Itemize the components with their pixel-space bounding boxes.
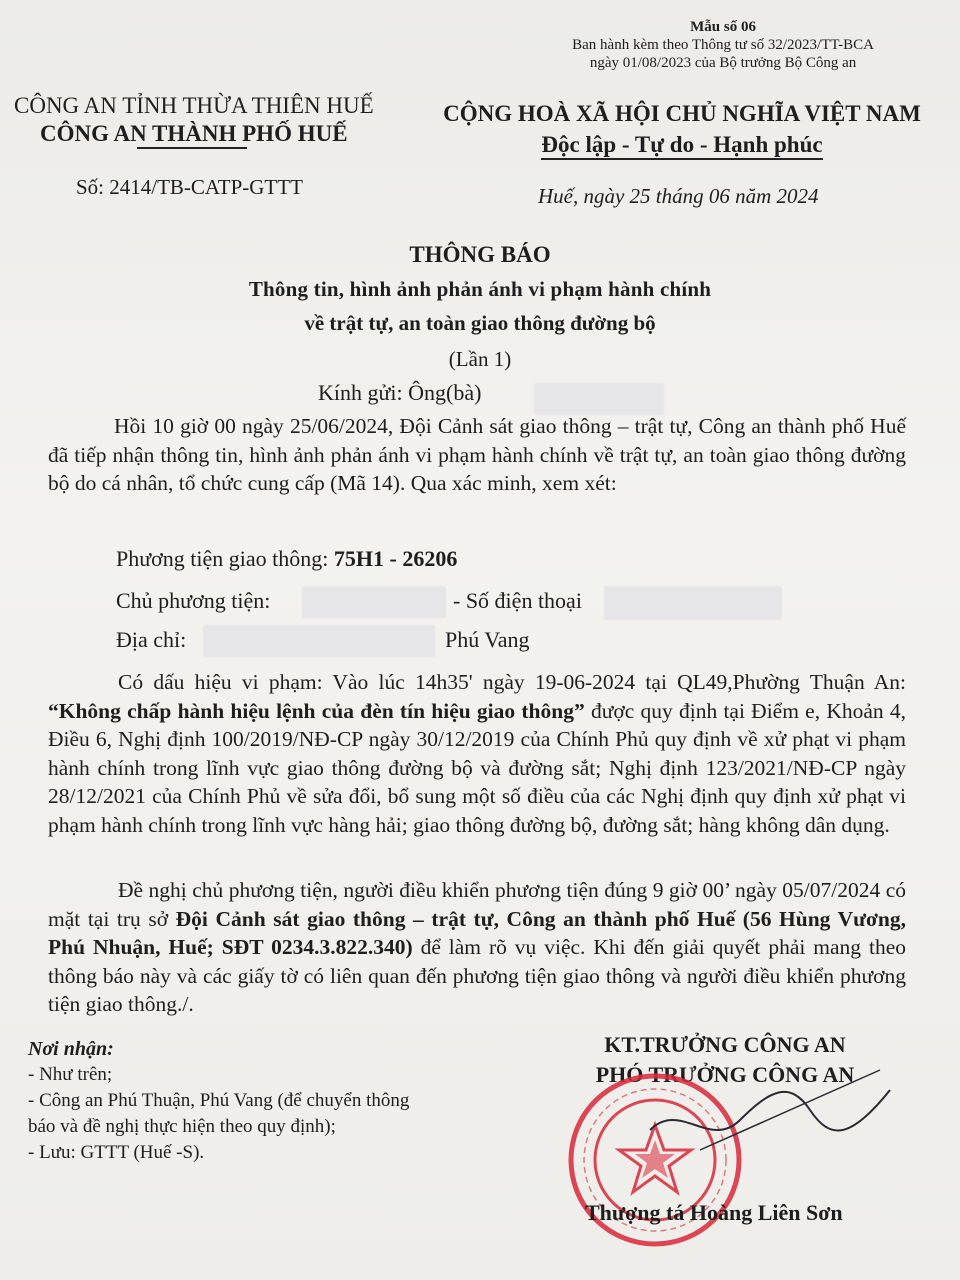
address-label: Địa chỉ: [116, 627, 187, 652]
notice-round: (Lần 1) [448, 347, 512, 371]
issue-date: Huế, ngày 25 tháng 06 năm 2024 [538, 184, 819, 208]
vehicle-field [116, 546, 457, 572]
vehicle-plate: 75H1 - 26206 [333, 546, 458, 571]
form-number: Mẫu số 06 [690, 19, 756, 35]
nation-header [443, 98, 921, 160]
agency-header [14, 92, 374, 148]
violation-legal-basis: được quy định tại Điểm e, Khoản 4, Điều 6, Nghị định 100/2019/NĐ-CP ngày 30/12/2019 của Chính Phủ quy định về xử phạt vi phạm hành chính trong lĩnh vực giao thông đường bộ và đường sắt; Nghị định 123/2021/NĐ-CP ngày 28/12/2021 của Chính Phủ về sửa đổi, bổ sung một số điều của các Nghị định quy định xử phạt vi phạm hành chính trong lĩnh vực hàng hải; giao thông đường bộ, đường sắt; hàng không dân dụng. [48, 698, 907, 837]
agency-parent: CÔNG AN TỈNH THỪA THIÊN HUẾ [14, 93, 374, 118]
redacted-owner [302, 586, 446, 618]
recipient-item: báo và đề nghị thực hiện theo quy định); [28, 1116, 336, 1137]
form-legal-basis: Ban hành kèm theo Thông tư số 32/2023/TT-BCA [572, 37, 874, 53]
recipients-block [28, 1036, 409, 1166]
redacted-phone [604, 586, 782, 620]
phone-label: - Số điện thoại [453, 588, 582, 613]
document-subtitle-1: Thông tin, hình ảnh phản ánh vi phạm hành chính [248, 277, 712, 301]
paragraph-request [48, 876, 906, 1019]
agency-underline [137, 147, 247, 149]
signature-title-1: KT.TRƯỞNG CÔNG AN [604, 1032, 846, 1057]
violation-lead: Có dấu hiệu vi phạm: Vào lúc 14h35' ngày 19-06-2024 tại QL49,Phường Thuận An: [118, 670, 906, 694]
request-rest: để làm rõ vụ việc. Khi đến giải quyết phải mang theo thông báo này và các giấy tờ có liên quan đến phương tiện giao thông và người điều khiển phương tiện giao thông./. [48, 935, 906, 1016]
redacted-address [203, 625, 435, 657]
signature-title-2: PHÓ TRƯỞNG CÔNG AN [595, 1062, 855, 1087]
form-header [572, 18, 874, 72]
agency-name: CÔNG AN THÀNH PHỐ HUẾ [40, 121, 348, 146]
recipient-item: - Lưu: GTTT (Huế -S). [28, 1142, 205, 1163]
vehicle-label: Phương tiện giao thông: [116, 546, 329, 571]
request-office: Đội Cảnh sát giao thông – trật tự, Công an thành phố Huế (56 Hùng Vương, Phú Nhuận, Huế; SĐT 0234.3.822.340) [48, 906, 907, 959]
violation-description: “Không chấp hành hiệu lệnh của đèn tín hiệu giao thông” [48, 698, 585, 723]
document-number: Số: 2414/TB-CATP-GTTT [76, 175, 303, 199]
paragraph-receipt: Hồi 10 giờ 00 ngày 25/06/2024, Đội Cảnh sát giao thông – trật tự, Công an thành phố Huế đã tiếp nhận thông tin, hình ảnh phản ánh vi phạm hành chính về trật tự, an toàn giao thông đường bộ do cá nhân, tổ chức cung cấp (Mã 14). Qua xác minh, xem xét: [48, 414, 906, 495]
recipients-heading: Nơi nhận: [28, 1038, 114, 1060]
recipient-item: - Như trên; [28, 1064, 113, 1085]
paragraph-violation [48, 668, 906, 839]
redacted-addressee [534, 383, 664, 415]
recipient-item: - Công an Phú Thuận, Phú Vang (để chuyển thông [28, 1090, 410, 1111]
nation-motto: Độc lập - Tự do - Hạnh phúc [541, 132, 822, 160]
address-district: Phú Vang [445, 627, 530, 652]
signer-name: Thượng tá Hoàng Liên Sơn [585, 1200, 843, 1225]
owner-label: Chủ phương tiện: [116, 588, 271, 613]
addressee-line: Kính gửi: Ông(bà) [318, 380, 482, 405]
document-subtitle-2: về trật tự, an toàn giao thông đường bộ [304, 311, 656, 335]
signature-scribble-icon [640, 1060, 900, 1180]
nation-name: CỘNG HOÀ XÃ HỘI CHỦ NGHĨA VIỆT NAM [443, 101, 921, 126]
document-title: THÔNG BÁO [409, 242, 551, 267]
form-legal-date: ngày 01/08/2023 của Bộ trưởng Bộ Công an [589, 55, 857, 71]
request-lead: Đề nghị chủ phương tiện, người điều khiển phương tiện đúng 9 giờ 00’ ngày 05/07/2024 có mặt tại trụ sở [48, 878, 906, 931]
